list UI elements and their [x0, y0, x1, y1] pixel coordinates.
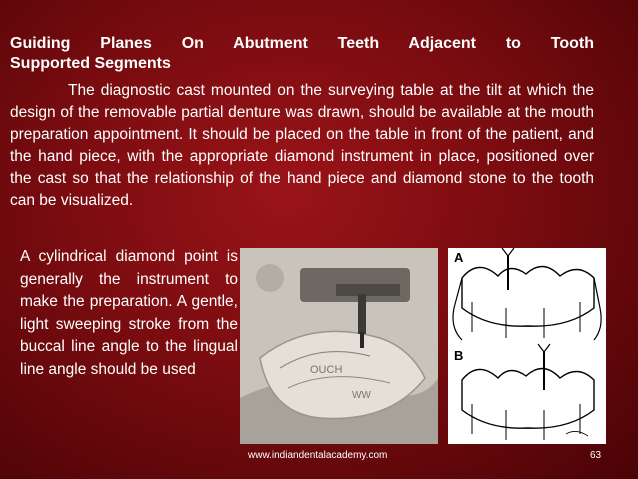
svg-text:OUCH: OUCH: [310, 364, 343, 376]
dental-cast-illustration: [240, 248, 438, 444]
body-paragraph-text: The diagnostic cast mounted on the surveying table at the tilt at which the design of the removable partial denture was drawn, should be available at the mouth preparation appointment. It should be placed on the table in front of the patient, and the hand piece, with the appropriate diamond instrument in place, positioned over the cast so that the relationship of the hand piece and diamond stone to the tooth can be visualized.: [10, 82, 594, 209]
dental-cast-photo: [240, 248, 438, 444]
body-paragraph: [10, 80, 594, 212]
tooth-preparation-diagram: [448, 248, 606, 444]
svg-text:WW: WW: [352, 390, 371, 401]
title-line-1: Guiding Planes On Abutment Teeth Adjacent to Tooth: [10, 35, 594, 52]
footer-url[interactable]: www.indiandentalacademy.com: [248, 450, 388, 461]
diagram-label-b: B: [454, 348, 464, 363]
tooth-diagram-illustration: [448, 248, 606, 444]
title-line-2: Supported Segments: [10, 55, 171, 72]
slide-title: [10, 34, 594, 74]
side-paragraph: A cylindrical diamond point is generally the instrument to make the preparation. A gentle, light sweeping stroke from the buccal line angle to the lingual line angle should be used: [20, 248, 238, 378]
page-number: 63: [590, 450, 602, 461]
diagram-label-a: A: [454, 250, 464, 265]
